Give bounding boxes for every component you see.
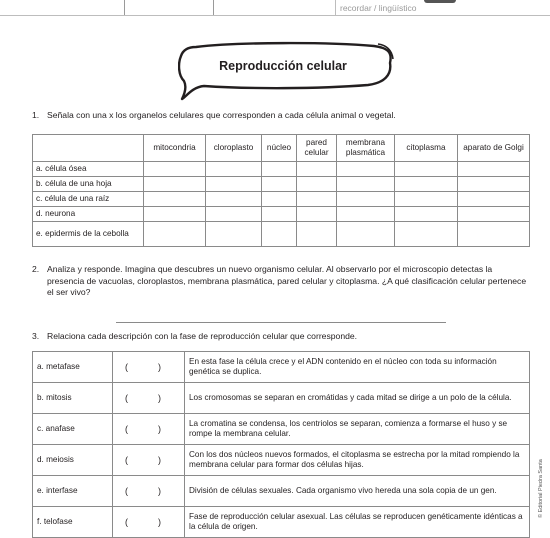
paren-close: ) (158, 454, 161, 465)
column-header: membrana plasmática (337, 135, 395, 162)
column-header: cloroplasto (206, 135, 262, 162)
table-row (33, 207, 530, 222)
check-cell[interactable] (395, 177, 458, 192)
check-cell[interactable] (144, 222, 206, 247)
phase-description: División de células sexuales. Cada organismo vivo hereda una sola copia de un gen. (185, 476, 530, 507)
table-row (33, 222, 530, 247)
check-cell[interactable] (297, 222, 337, 247)
phase-description: En esta fase la célula crece y el ADN contenido en el núcleo con toda su información genética se duplica. (185, 352, 530, 383)
paren-open: ( (125, 423, 128, 434)
question-number: 2. (32, 264, 40, 274)
answer-parentheses[interactable] (113, 476, 185, 507)
check-cell[interactable] (144, 192, 206, 207)
paren-close: ) (158, 392, 161, 403)
table-row (33, 383, 530, 414)
column-header: aparato de Golgi (458, 135, 530, 162)
paren-close: ) (158, 516, 161, 527)
publisher-note: © Editorial Piedra Santa (538, 459, 544, 518)
phase-label: e. interfase (33, 476, 113, 507)
paren-close: ) (158, 423, 161, 434)
table-row (33, 507, 530, 538)
check-cell[interactable] (458, 177, 530, 192)
column-header: citoplasma (395, 135, 458, 162)
column-header: pared celular (297, 135, 337, 162)
table-row (33, 192, 530, 207)
header-rule (0, 15, 550, 16)
page-title: Reproducción celular (219, 59, 347, 73)
table-row (33, 177, 530, 192)
row-label: d. neurona (33, 207, 144, 222)
check-cell[interactable] (206, 192, 262, 207)
paren-close: ) (158, 361, 161, 372)
table-row (33, 445, 530, 476)
paren-open: ( (125, 485, 128, 496)
question-text: Señala con una x los organelos celulares que corresponden a cada célula animal o vegetal. (47, 110, 396, 120)
row-label: c. célula de una raíz (33, 192, 144, 207)
phase-label: c. anafase (33, 414, 113, 445)
check-cell[interactable] (262, 207, 297, 222)
check-cell[interactable] (395, 222, 458, 247)
check-cell[interactable] (337, 162, 395, 177)
row-label: a. célula ósea (33, 162, 144, 177)
header-cell-empty (33, 135, 144, 162)
question-text: Analiza y responde. Imagina que descubres un nuevo organismo celular. Al observarlo por el microscopio detectas la presencia de vacuolas, cloroplastos, membrana plasmática, pared celular y citoplasma. ¿A qué clasificación celular pertenece el ser vivo? (47, 264, 527, 298)
phase-description: Fase de reproducción celular asexual. Las células se reproducen genéticamente idénticas a la célula de origen. (185, 507, 530, 538)
paren-close: ) (158, 485, 161, 496)
check-cell[interactable] (458, 222, 530, 247)
check-cell[interactable] (144, 207, 206, 222)
check-cell[interactable] (458, 207, 530, 222)
check-cell[interactable] (337, 222, 395, 247)
phase-description: Con los dos núcleos nuevos formados, el citoplasma se estrecha por la mitad rompiendo la membrana celular para formar dos células hijas. (185, 445, 530, 476)
table-row (33, 414, 530, 445)
row-label: e. epidermis de la cebolla (33, 222, 144, 247)
check-cell[interactable] (206, 222, 262, 247)
check-cell[interactable] (206, 207, 262, 222)
phase-label: d. meiosis (33, 445, 113, 476)
table-row (33, 162, 530, 177)
row-label: b. célula de una hoja (33, 177, 144, 192)
column-header: núcleo (262, 135, 297, 162)
check-cell[interactable] (297, 162, 337, 177)
header-divider (213, 0, 214, 16)
phase-label: b. mitosis (33, 383, 113, 414)
check-cell[interactable] (144, 162, 206, 177)
organelle-table (32, 134, 530, 247)
question-number: 3. (32, 331, 40, 341)
check-cell[interactable] (297, 192, 337, 207)
question-number: 1. (32, 110, 40, 120)
check-cell[interactable] (395, 207, 458, 222)
paren-open: ( (125, 361, 128, 372)
check-cell[interactable] (337, 192, 395, 207)
answer-parentheses[interactable] (113, 507, 185, 538)
top-header-strip (0, 0, 550, 16)
answer-parentheses[interactable] (113, 352, 185, 383)
header-strip-text: recordar / lingüístico (340, 3, 417, 13)
check-cell[interactable] (395, 162, 458, 177)
column-header: mitocondria (144, 135, 206, 162)
table-row (33, 352, 530, 383)
check-cell[interactable] (458, 192, 530, 207)
check-cell[interactable] (297, 177, 337, 192)
check-cell[interactable] (262, 162, 297, 177)
check-cell[interactable] (337, 177, 395, 192)
header-divider (335, 0, 336, 16)
check-cell[interactable] (262, 192, 297, 207)
phase-label: f. telofase (33, 507, 113, 538)
check-cell[interactable] (337, 207, 395, 222)
phase-description: La cromatina se condensa, los centriolos se separan, comienza a formarse el huso y se rompe la membrana celular. (185, 414, 530, 445)
title-bubble (178, 41, 396, 101)
phases-table (32, 351, 530, 538)
header-divider (124, 0, 125, 16)
check-cell[interactable] (297, 207, 337, 222)
check-cell[interactable] (458, 162, 530, 177)
answer-line[interactable] (116, 322, 446, 323)
check-cell[interactable] (395, 192, 458, 207)
answer-parentheses[interactable] (113, 445, 185, 476)
answer-parentheses[interactable] (113, 414, 185, 445)
check-cell[interactable] (206, 177, 262, 192)
question-text: Relaciona cada descripción con la fase de reproducción celular que corresponde. (47, 331, 358, 341)
phase-description: Los cromosomas se separan en cromátidas y cada mitad se dirige a un polo de la célula. (185, 383, 530, 414)
paren-open: ( (125, 516, 128, 527)
check-cell[interactable] (144, 177, 206, 192)
answer-parentheses[interactable] (113, 383, 185, 414)
table-row (33, 476, 530, 507)
check-cell[interactable] (262, 177, 297, 192)
paren-open: ( (125, 454, 128, 465)
phase-label: a. metafase (33, 352, 113, 383)
header-cut-mark (424, 0, 456, 3)
check-cell[interactable] (262, 222, 297, 247)
check-cell[interactable] (206, 162, 262, 177)
paren-open: ( (125, 392, 128, 403)
